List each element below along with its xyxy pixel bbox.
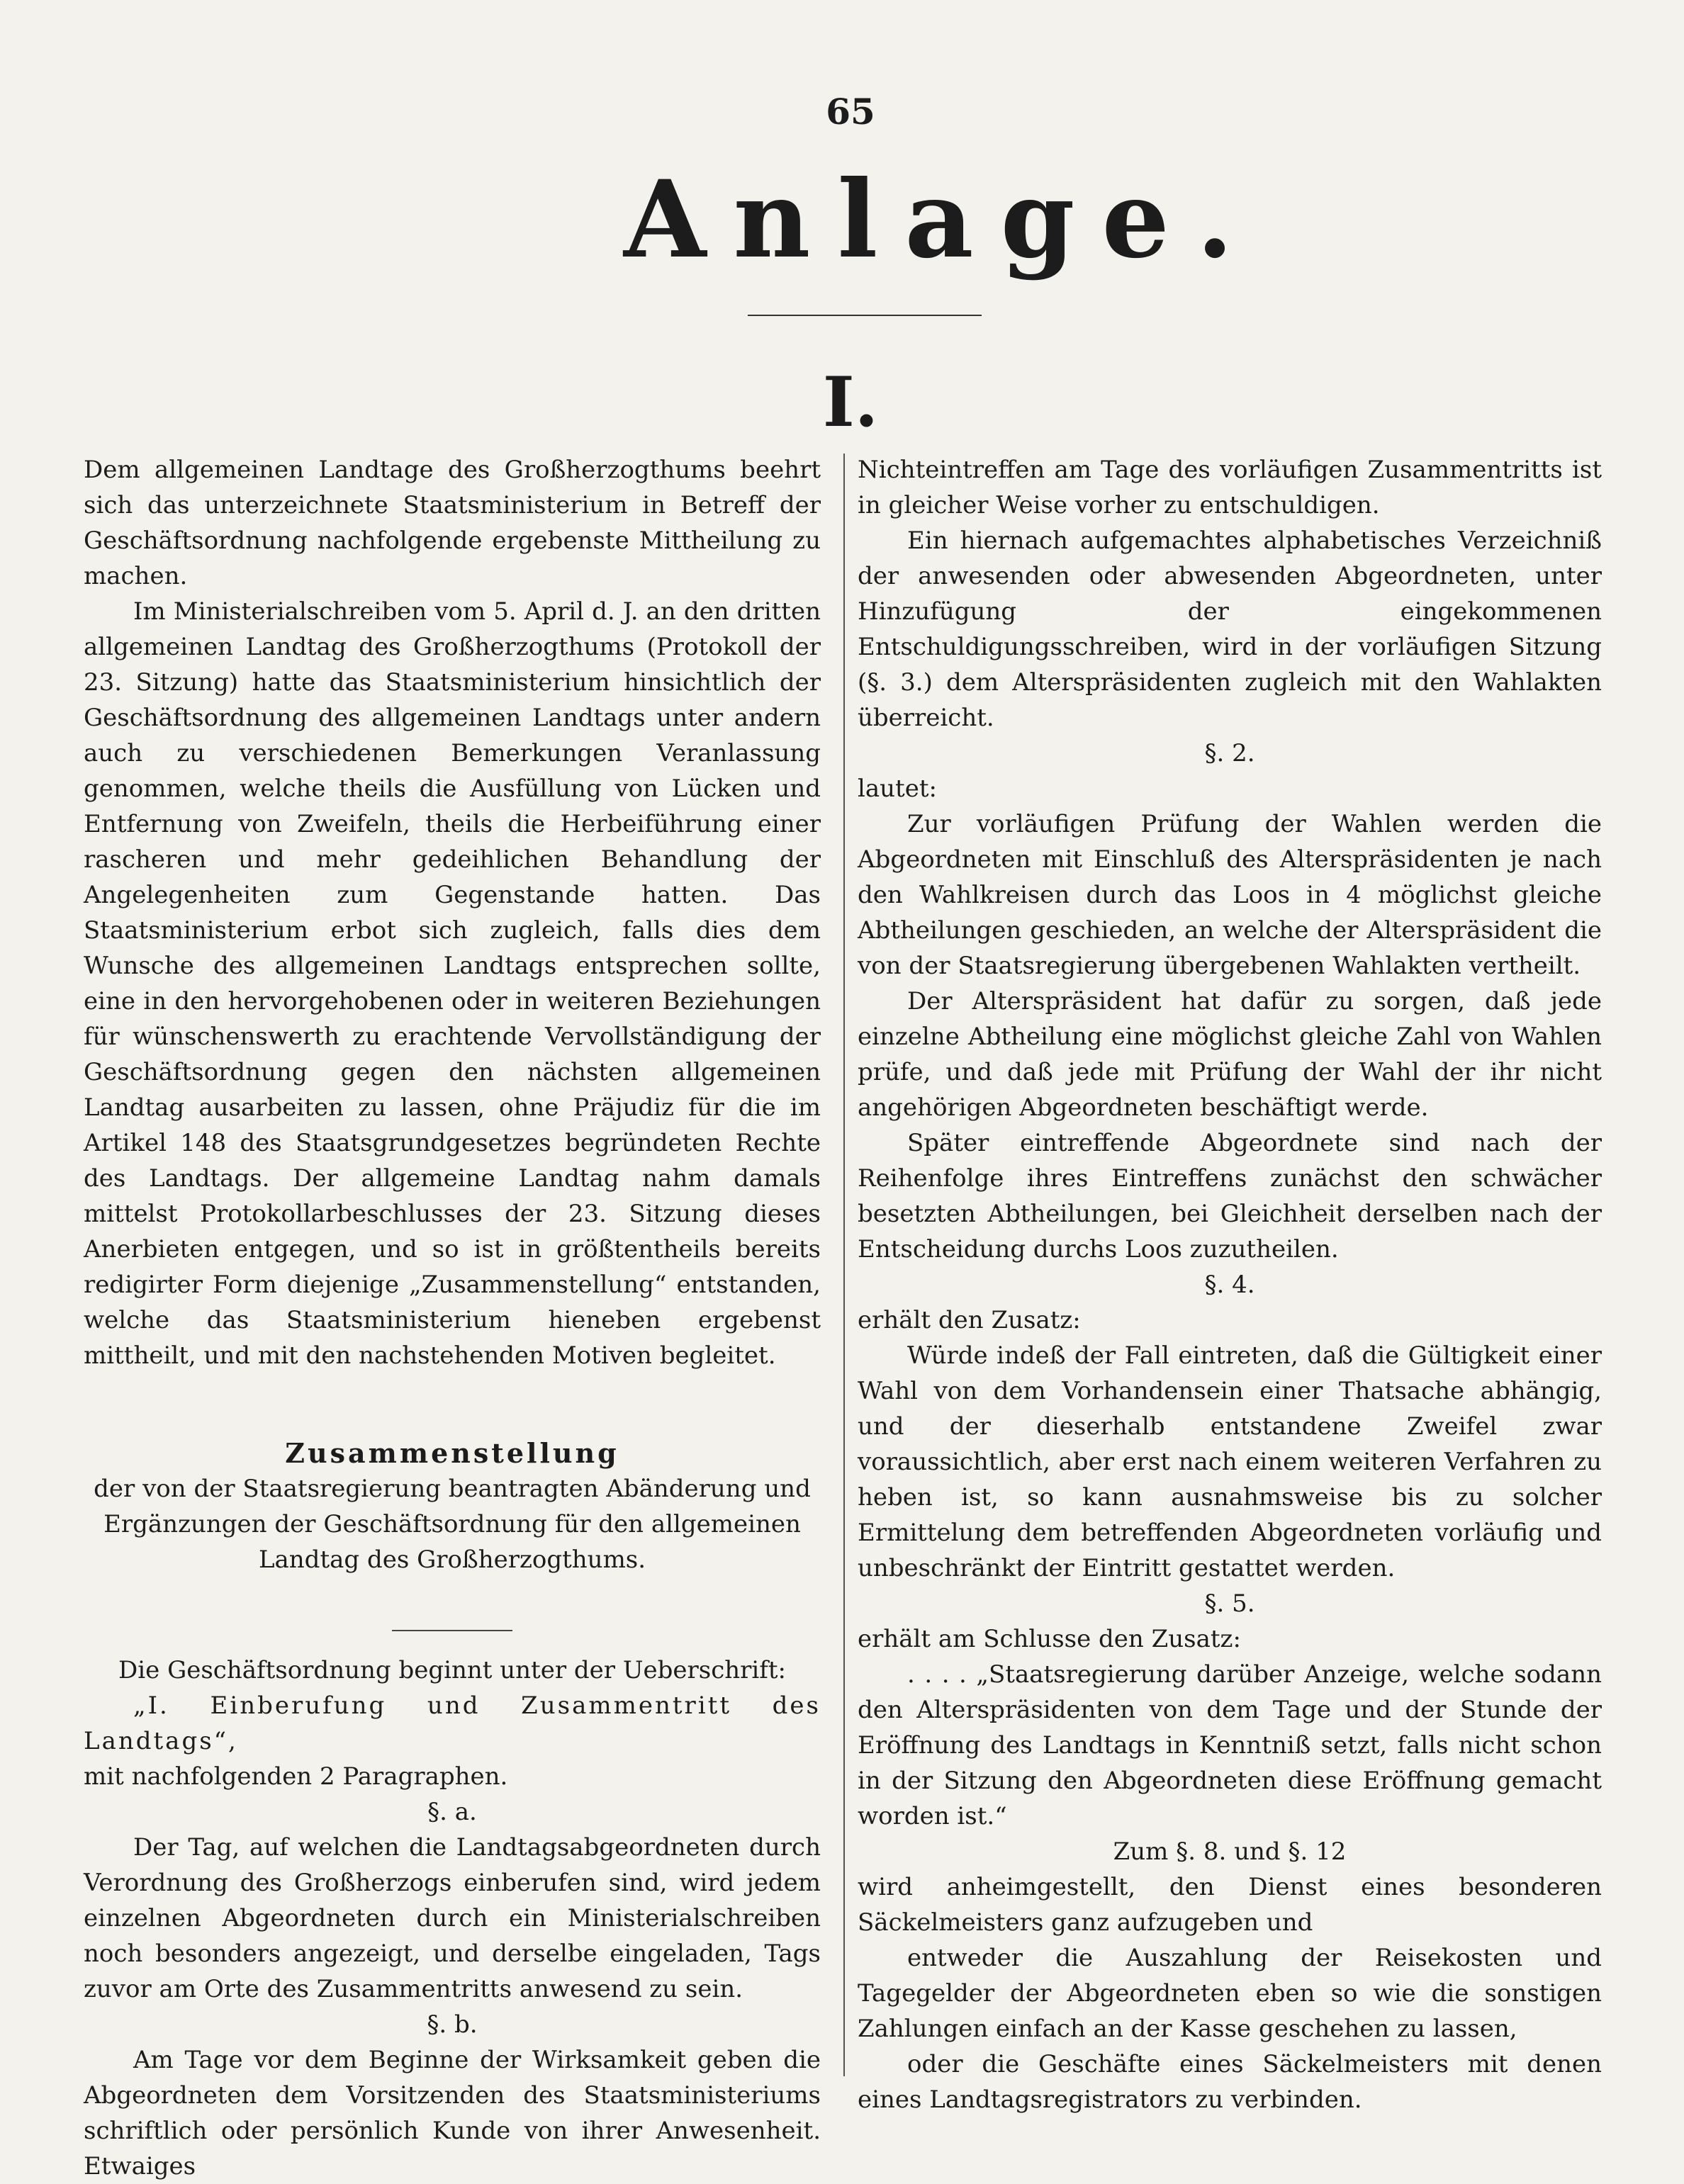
paragraph-8-text-3: oder die Geschäfte eines Säckelmeisters mit denen eines Landtagsregistrators zu verbinden. [858, 2050, 1602, 2114]
paragraph-count-line: mit nachfolgenden 2 Paragraphen. [84, 1762, 508, 1791]
heading-rule [748, 315, 982, 316]
page-heading: Anlage. [624, 157, 1261, 282]
section-numeral: I. [822, 362, 879, 442]
lautet-line: lautet: [858, 775, 937, 803]
left-column [84, 452, 821, 2184]
paragraph-8-text-2: entweder die Auszahlung der Reisekosten und Tagegelder der Abgeordneten eben so wie die sonstigen Zahlungen einfach an der Kasse geschehen zu lassen, [858, 1944, 1602, 2043]
compilation-title: Zusammenstellung [285, 1437, 619, 1469]
paragraph-2-text-1: Zur vorläufigen Prüfung der Wahlen werden die Abgeordneten mit Einschluß des Alterspräsidenten je nach den Wahlkreisen durch das Loos in 4 möglichst gleiche Abtheilungen geschieden, an welche der Alterspräsident die von der Staatsregierung übergebenen Wahlakten vertheilt. [858, 810, 1602, 980]
register-paragraph: Ein hiernach aufgemachtes alphabetisches Verzeichniß der anwesenden oder abwesenden Abgeordneten, unter Hinzufügung der eingekommenen Entschuldigungsschreiben, wird in der vorläufigen Sitzung (§. 3.) dem Alterspräsidenten zugleich mit den Wahlakten überreicht. [858, 527, 1602, 732]
intro-paragraph: Dem allgemeinen Landtage des Großherzogthums beehrt sich das unterzeichnete Staatsministerium in Betreff der Geschäftsordnung nachfolgende ergebenste Mittheilung zu machen. [84, 456, 821, 590]
page-number: 65 [826, 91, 875, 133]
paragraph-4-heading: §. 4. [1204, 1271, 1255, 1299]
paragraph-a-text: Der Tag, auf welchen die Landtagsabgeordneten durch Verordnung des Großherzogs einberufen sind, wird jedem einzelnen Abgeordneten durch ein Ministerialschreiben noch besonders angezeigt, und derselbe eingeladen, Tags zuvor am Orte des Zusammentritts anwesend zu sein. [84, 1833, 821, 2003]
paragraph-5-intro: erhält am Schlusse den Zusatz: [858, 1625, 1241, 1653]
compilation-subtitle: der von der Staatsregierung beantragten Abänderung und Ergänzungen der Geschäftsordnung für den allgemeinen Landtag des Großherzogthums. [94, 1475, 811, 1574]
body-paragraph: Im Ministerialschreiben vom 5. April d. J. an den dritten allgemeinen Landtag des Großherzogthums (Protokoll der 23. Sitzung) hatte das Staatsministerium hinsichtlich der Geschäftsordnung des allgemeinen Landtags unter andern auch zu verschiedenen Bemerkungen Veranlassung genommen, welche theils die Ausfüllung von Lücken und Entfernung von Zweifeln, theils die Herbeiführung einer rascheren und mehr gedeihlichen Behandlung der Angelegenheiten zum Gegenstande hatten. Das Staatsministerium erbot sich zugleich, falls dies dem Wunsche des allgemeinen Landtags entsprechen sollte, eine in den hervorgehobenen oder in weiteren Beziehungen für wünschenswerth zu erachtende Vervollständigung der Geschäftsordnung gegen den nächsten allgemeinen Landtag ausarbeiten zu lassen, ohne Präjudiz für die im Artikel 148 des Staatsgrundgesetzes begründeten Rechte des Landtags. Der allgemeine Landtag nahm damals mittelst Protokollarbeschlusses der 23. Sitzung dieses Anerbieten entgegen, und so ist in größtentheils bereits redigirter Form diejenige „Zusammenstellung“ entstanden, welche das Staatsministerium hieneben ergebenst mittheilt, und mit den nachstehenden Motiven begleitet. [84, 597, 821, 1370]
column-divider [843, 454, 845, 2076]
paragraph-2-text-3: Später eintreffende Abgeordnete sind nach der Reihenfolge ihres Eintreffens zunächst den schwächer besetzten Abtheilungen, bei Gleichheit derselben nach der Entscheidung durchs Loos zuzutheilen. [858, 1129, 1602, 1263]
begins-line: Die Geschäftsordnung beginnt unter der Ueberschrift: [118, 1656, 786, 1684]
paragraph-2-text-2: Der Alterspräsident hat dafür zu sorgen, daß jede einzelne Abtheilung eine möglichst gleiche Zahl von Wahlen prüfe, und daß jede mit Prüfung der Wahl der ihr nicht angehörigen Abgeordneten beschäftigt werde. [858, 987, 1602, 1122]
right-column [858, 452, 1602, 2117]
paragraph-b-heading: §. b. [427, 2010, 478, 2039]
paragraph-b-text: Am Tage vor dem Beginne der Wirksamkeit geben die Abgeordneten dem Vorsitzenden des Staatsministeriums schriftlich oder persönlich Kunde von ihrer Anwesenheit. Etwaiges [84, 2046, 821, 2180]
paragraph-a-heading: §. a. [427, 1798, 477, 1826]
paragraph-8-12-heading: Zum §. 8. und §. 12 [1113, 1837, 1347, 1866]
section-rule [392, 1630, 512, 1631]
paragraph-8-text-1: wird anheimgestellt, den Dienst eines besonderen Säckelmeisters ganz aufzugeben und [858, 1873, 1602, 1937]
continuation-text: Nichteintreffen am Tage des vorläufigen Zusammentritts ist in gleicher Weise vorher zu entschuldigen. [858, 456, 1602, 519]
heading-quote: „I. Einberufung und Zusammentritt des Landtags“, [84, 1692, 821, 1755]
paragraph-5-text: . . . . „Staatsregierung darüber Anzeige, welche sodann den Alterspräsidenten von dem Tage und der Stunde der Eröffnung des Landtags in Kenntniß setzt, falls nicht schon in der Sitzung den Abgeordneten diese Eröffnung gemacht worden ist.“ [858, 1660, 1602, 1830]
paragraph-5-heading: §. 5. [1204, 1589, 1255, 1618]
paragraph-4-intro: erhält den Zusatz: [858, 1306, 1081, 1334]
paragraph-4-text: Würde indeß der Fall eintreten, daß die Gültigkeit einer Wahl von dem Vorhandensein einer Thatsache abhängig, und der dieserhalb entstandene Zweifel zwar voraussichtlich, aber erst nach einem weiteren Verfahren zu heben ist, so kann ausnahmsweise bis zu solcher Ermittelung dem betreffenden Abgeordneten vorläufig und unbeschränkt der Eintritt gestattet werden. [858, 1341, 1602, 1582]
paragraph-2-heading: §. 2. [1204, 739, 1255, 767]
